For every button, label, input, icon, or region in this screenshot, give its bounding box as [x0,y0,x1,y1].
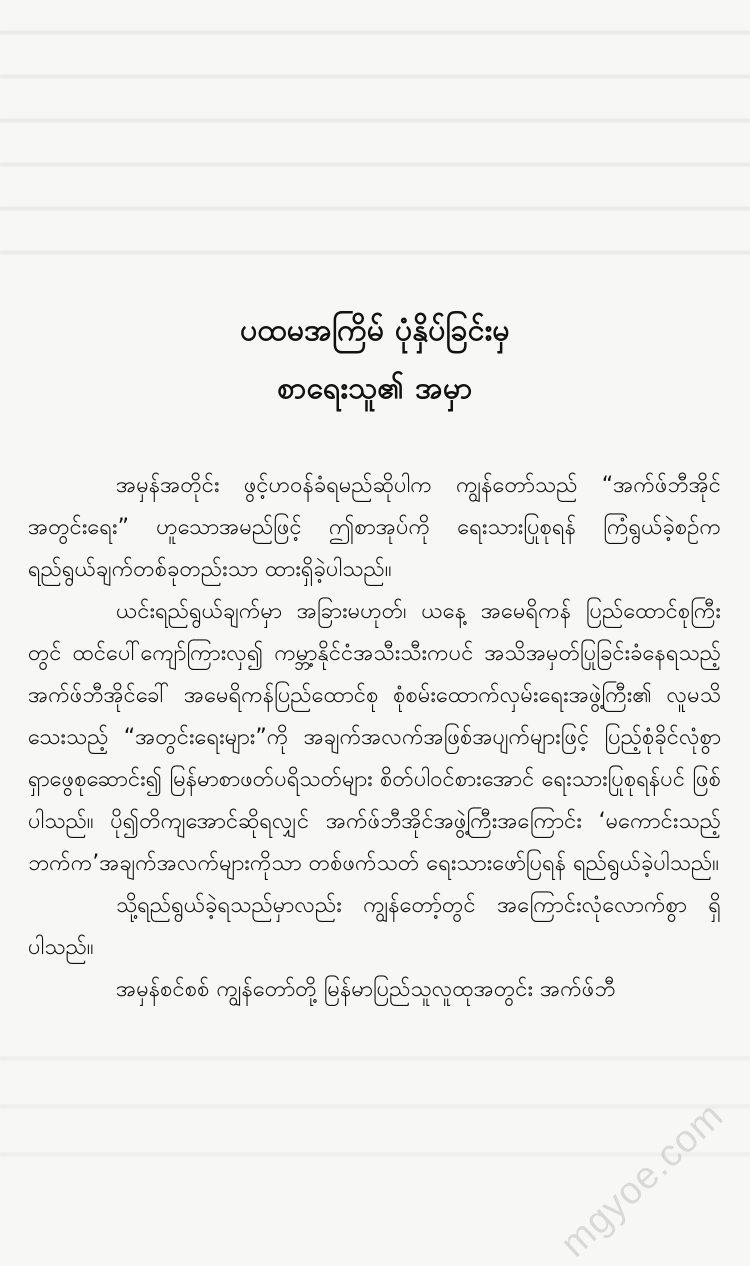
paragraph-4: အမှန်စင်စစ် ကျွန်တော်တို့ မြန်မာပြည်သူလူထုအတွင်း အက်ဖ်ဘီ [116,977,616,1002]
chapter-heading [0,302,750,418]
chapter-title-line-1: ပထမအကြိမ် ပုံနှိပ်ခြင်းမှ [240,313,510,348]
body-text [28,465,721,1011]
paragraph-3: သို့ရည်ရွယ်ခဲ့ရသည်မှာလည်း ကျွန်တော့်တွင် အကြောင်းလုံလောက်စွာ ရှိပါသည်။ [28,893,721,960]
paragraph-1: အမှန်အတိုင်း ဖွင့်ဟဝန်ခံရမည်ဆိုပါက ကျွန်တော်သည် “အက်ဖ်ဘီအိုင် အတွင်းရေး” ဟူသောအမည်ဖြင့် ဤစာအုပ်ကို ရေးသားပြုစုရန် ကြံရွယ်ခဲ့စဉ်က ရည်ရွယ်ချက်တစ်ခုတည်းသာ ထားရှိခဲ့ပါသည်။ [28,473,721,582]
chapter-title-line-2: စာရေးသူ၏ အမှာ [277,371,473,406]
paragraph-2: ယင်းရည်ရွယ်ချက်မှာ အခြားမဟုတ်၊ ယနေ့ အမေရိကန် ပြည်ထောင်စုကြီးတွင် ထင်ပေါ်ကျော်ကြားလှ၍ ကမ္ဘာ့နိုင်ငံအသီးသီးကပင် အသိအမှတ်ပြုခြင်းခံနေရသည့် အက်ဖ်ဘီအိုင်ခေါ် အမေရိကန်ပြည်ထောင်စု စုံစမ်းထောက်လှမ်းရေးအဖွဲ့ကြီး၏ လူမသိသေးသည့် “အတွင်းရေးများ”ကို အချက်အလက်အဖြစ်အပျက်များဖြင့် ပြည့်စုံခိုင်လုံစွာ ရှာဖွေစုဆောင်း၍ မြန်မာစာဖတ်ပရိသတ်များ စိတ်ပါဝင်စားအောင် ရေးသားပြုစုရန်ပင် ဖြစ်ပါသည်။ ပို၍တိကျအောင်ဆိုရလျှင် အက်ဖ်ဘီအိုင်အဖွဲ့ကြီးအကြောင်း ‘မကောင်းသည့်ဘက်က’အချက်အလက်များကိုသာ တစ်ဖက်သတ် ရေးသားဖော်ပြရန် ရည်ရွယ်ခဲ့ပါသည်။ [28,599,721,876]
watermark: mgyoe.com [552,1094,732,1266]
bleed-through-text-top [0,0,750,270]
